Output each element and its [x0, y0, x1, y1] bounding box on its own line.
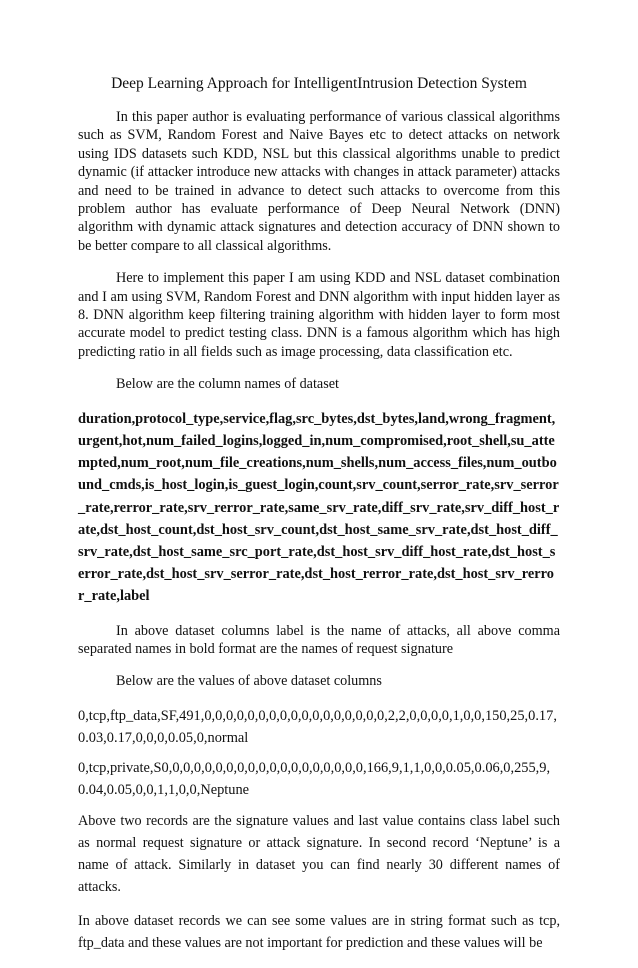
columns-intro: Below are the column names of dataset — [116, 376, 339, 393]
values-intro: Below are the values of above dataset columns — [116, 673, 382, 690]
column-names-bold: duration,protocol_type,service,flag,src_bytes,dst_bytes,land,wrong_fragment,urgent,hot,num_failed_logins,logged_in,num_compromised,root_shell,su_attempted,num_root,num_file_creations,num_shells,num_access_files,num_outbound_cmds,is_host_login,is_guest_login,count,srv_count,serror_rate,srv_serror_rate,rerror_rate,srv_rerror_rate,same_srv_rate,diff_srv_rate,srv_diff_host_rate,dst_host_count,dst_host_srv_count,dst_host_same_srv_rate,dst_host_diff_srv_rate,dst_host_same_src_port_rate,dst_host_srv_diff_host_rate,dst_host_serror_rate,dst_host_srv_serror_rate,dst_host_rerror_rate,dst_host_srv_rerror_rate,label — [78, 410, 560, 605]
string-values-paragraph: In above dataset records we can see some values are in string format such as tcp, ftp_data and these values are not important for prediction and these values will be — [78, 912, 560, 951]
document-page — [78, 64, 560, 968]
intro-paragraph: In this paper author is evaluating performance of various classical algorithms such as SVM, Random Forest and Naive Bayes etc to detect attacks on network using IDS datasets such KDD, NSL but this classical algorithms unable to predict dynamic (if attacker introduce new attacks with changes in attack parameter) attacks and need to be trained in advance to detect such attacks to overcome from this problem author has evaluate performance of Deep Neural Network (DNN) algorithm with dynamic attack signatures and detection accuracy of DNN shown to be better compare to all classical algorithms. — [78, 109, 560, 254]
implementation-paragraph: Here to implement this paper I am using KDD and NSL dataset combination and I am using SVM, Random Forest and DNN algorithm with input hidden layer as 8. DNN algorithm keep filtering training algorithm with hidden layer to form most accurate model to predict testing class. DNN is a famous algorithm which has high predicting ratio in all fields such as image processing, data classification etc. — [78, 270, 560, 360]
dataset-record-2: 0,tcp,private,S0,0,0,0,0,0,0,0,0,0,0,0,0,0,0,0,0,0,0,166,9,1,1,0,0,0.05,0.06,0,255,9,0.04,0.05,0,0,1,1,0,0,Neptune — [78, 760, 551, 799]
label-explanation-paragraph: In above dataset columns label is the name of attacks, all above comma separated names in bold format are the names of request signature — [78, 622, 560, 657]
records-explanation-paragraph: Above two records are the signature values and last value contains class label such as normal request signature or attack signature. In second record ‘Neptune’ is a name of attack. Similarly in dataset you can find nearly 30 different names of attacks. — [78, 812, 560, 895]
dataset-record-1: 0,tcp,ftp_data,SF,491,0,0,0,0,0,0,0,0,0,0,0,0,0,0,0,0,0,2,2,0,0,0,0,1,0,0,150,25,0.17,0.03,0.17,0,0,0,0.05,0,normal — [78, 707, 557, 746]
document-title: Deep Learning Approach for IntelligentIntrusion Detection System — [111, 75, 527, 92]
